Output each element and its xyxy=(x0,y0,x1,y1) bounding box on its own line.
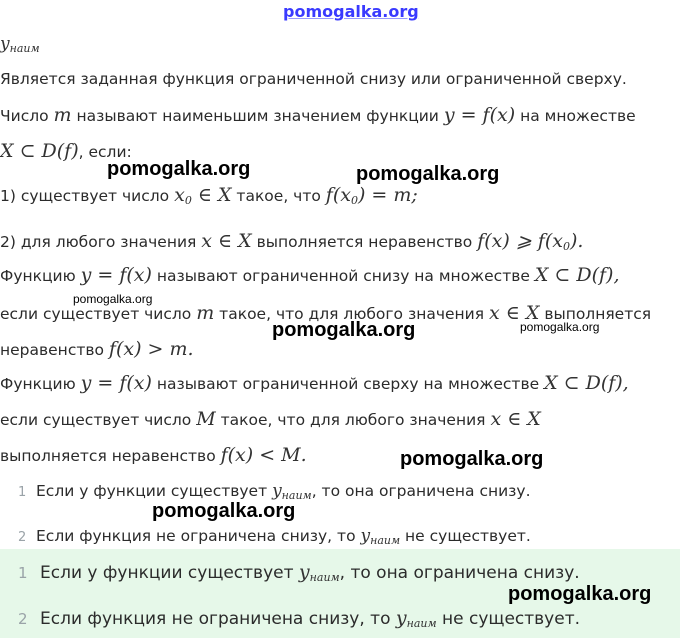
text: Если у функции существует xyxy=(36,482,273,500)
text: , если: xyxy=(78,143,132,161)
math-in: ∈ X xyxy=(191,184,232,206)
bounded-above-line-1 xyxy=(0,372,629,394)
watermark: pomogalka.org xyxy=(152,500,296,522)
text: выполняется xyxy=(539,305,652,323)
math-set: X ⊂ D(f) xyxy=(0,140,79,162)
option-2[interactable] xyxy=(18,526,531,547)
math-M: M xyxy=(196,408,216,430)
text: Функцию xyxy=(0,375,81,393)
watermark: pomogalka.org xyxy=(73,292,153,306)
math-ineq: f(x) > m. xyxy=(108,338,194,360)
math-sub: наим xyxy=(370,534,401,547)
option-1[interactable] xyxy=(18,481,531,502)
math-ineq: f(x) < M. xyxy=(220,444,307,466)
watermark: pomogalka.org xyxy=(520,320,600,334)
watermark: pomogalka.org xyxy=(400,448,544,470)
definition-line-1 xyxy=(0,104,636,126)
watermark: pomogalka.org xyxy=(508,583,652,605)
bounded-above-line-3 xyxy=(0,444,307,466)
math-eq: ) = m; xyxy=(357,184,418,206)
math-eq: f(x xyxy=(325,184,351,206)
option-number: 2 xyxy=(18,530,27,545)
text: на множестве xyxy=(515,107,636,125)
text: называют ограниченной сверху на множестве xyxy=(151,375,545,393)
math-sub: 0 xyxy=(350,194,358,207)
math-sub: наим xyxy=(281,489,312,502)
text: выполняется неравенство xyxy=(0,447,221,465)
watermark-top: pomogalka.org xyxy=(283,2,419,21)
text: 2) для любого значения xyxy=(0,233,202,251)
math-fx: y = f(x) xyxy=(443,104,516,126)
math-ineq: ). xyxy=(569,230,584,252)
math-m: m xyxy=(196,302,215,324)
watermark: pomogalka.org xyxy=(107,158,251,180)
text: если существует число xyxy=(0,411,197,429)
answer-number: 2 xyxy=(18,610,28,628)
math-x: x ∈ X xyxy=(490,408,541,430)
option-number: 1 xyxy=(18,485,27,500)
watermark: pomogalka.org xyxy=(356,163,500,185)
text: неравенство xyxy=(0,341,109,359)
text: такое, что xyxy=(231,187,326,205)
math-fx: y = f(x) xyxy=(80,264,152,286)
math-y: y xyxy=(395,607,407,629)
math-x: x ∈ X xyxy=(201,230,252,252)
math-y: y xyxy=(272,481,282,501)
text: Функцию xyxy=(0,267,81,285)
answer-number: 1 xyxy=(18,564,28,582)
text: выполняется неравенство xyxy=(251,233,478,251)
bounded-above-line-2 xyxy=(0,408,541,430)
math-sub: 0 xyxy=(562,240,570,253)
text: 1) существует число xyxy=(0,187,175,205)
math-sub: 0 xyxy=(184,194,192,207)
math-set: X ⊂ D(f), xyxy=(544,372,629,394)
heading-sub: наим xyxy=(9,42,40,55)
bounded-below-line-3 xyxy=(0,338,194,360)
math-fx: y = f(x) xyxy=(80,372,152,394)
condition-2 xyxy=(0,230,583,253)
text: , то она ограничена снизу. xyxy=(339,563,580,583)
math-x: x ∈ X xyxy=(489,302,540,324)
text: Число xyxy=(0,107,54,125)
math-set: X ⊂ D(f), xyxy=(534,264,620,286)
math-y: y xyxy=(298,561,310,583)
text: не существует. xyxy=(436,609,580,629)
answer-2 xyxy=(18,607,580,630)
text: Если функция не ограничена снизу, то xyxy=(40,609,396,629)
text: Если функция не ограничена снизу, то xyxy=(36,527,361,545)
condition-1 xyxy=(0,184,418,207)
math-x: x xyxy=(174,184,185,206)
text: , то она ограничена снизу. xyxy=(311,482,531,500)
text: такое, что для любого значения xyxy=(214,305,489,323)
text: не существует. xyxy=(400,527,531,545)
text: Если у функции существует xyxy=(40,563,299,583)
question-text: Является заданная функция ограниченной снизу или ограниченной сверху. xyxy=(0,70,627,88)
heading-y: y xyxy=(0,34,10,54)
text: называют наименьшим значением функции xyxy=(71,107,444,125)
math-m: m xyxy=(53,104,72,126)
math-y: y xyxy=(360,526,371,546)
text: называют ограниченной снизу на множестве xyxy=(151,267,535,285)
math-sub: наим xyxy=(406,617,437,630)
heading-symbol xyxy=(0,34,40,55)
math-sub: наим xyxy=(309,571,340,584)
text: такое, что для любого значения xyxy=(215,411,491,429)
text: если существует число xyxy=(0,305,197,323)
answer-block xyxy=(0,549,680,638)
math-ineq: f(x) ⩾ f(x xyxy=(477,230,563,252)
watermark: pomogalka.org xyxy=(272,319,416,341)
answer-1 xyxy=(18,561,580,584)
bounded-below-line-1 xyxy=(0,264,619,286)
